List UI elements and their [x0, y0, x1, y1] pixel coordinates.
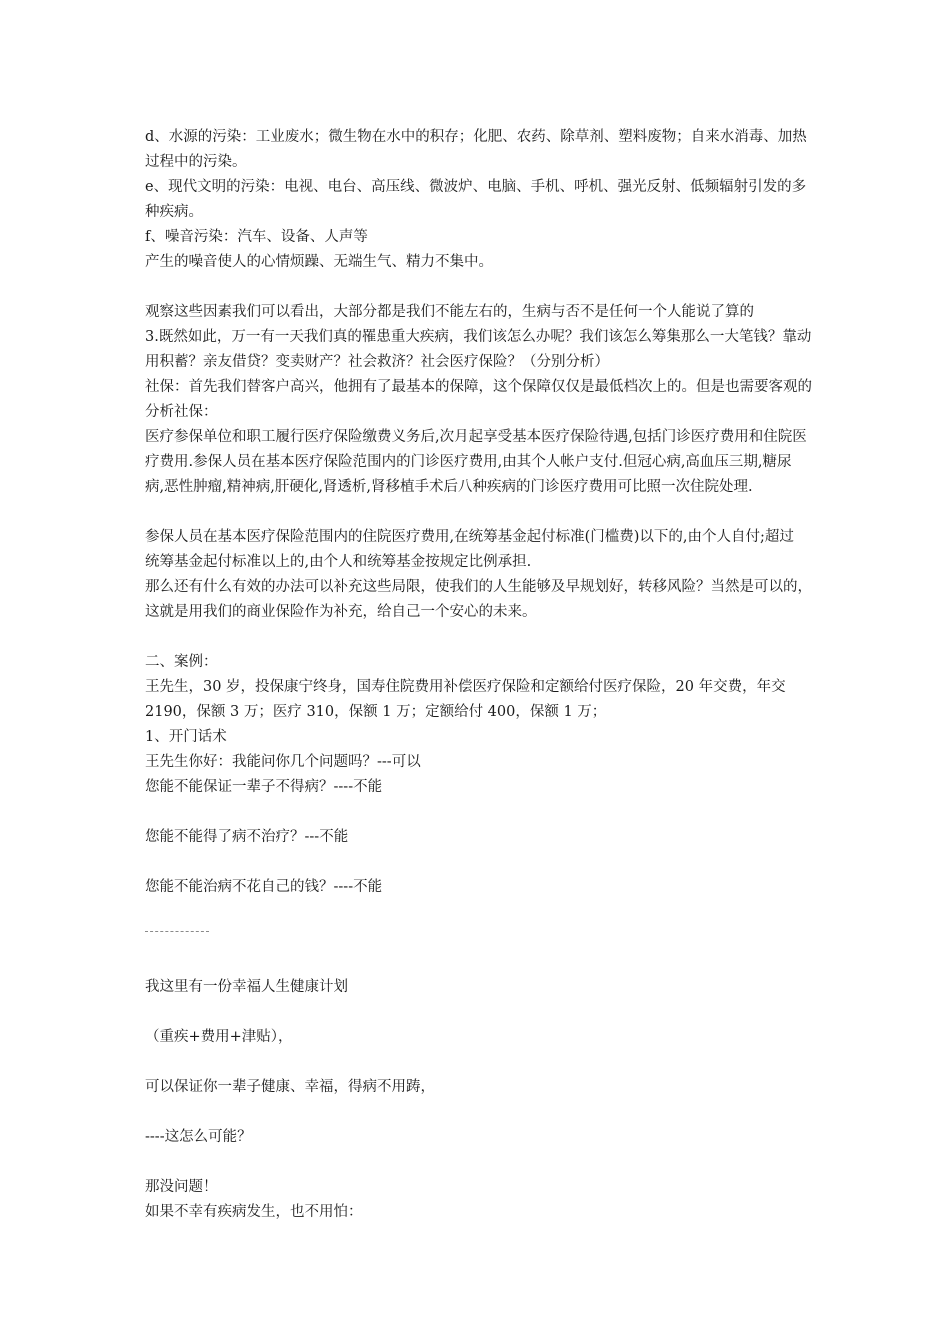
text-line: 用积蓄？亲友借贷？变卖财产？社会救济？社会医疗保险？（分别分析）: [145, 354, 609, 370]
text-line: 王先生你好：我能问你几个问题吗？---可以: [145, 754, 421, 770]
dashed-divider: [145, 931, 209, 932]
text-line: 您能不能治病不花自己的钱？----不能: [145, 879, 383, 895]
text-line: （重疾+费用+津贴），: [145, 1029, 293, 1045]
text-line: 统筹基金起付标准以上的,由个人和统筹基金按规定比例承担.: [145, 554, 532, 570]
text-line: 产生的噪音使人的心情烦躁、无端生气、精力不集中。: [145, 254, 493, 270]
text-line: 我这里有一份幸福人生健康计划: [145, 979, 348, 995]
text-line: 2190，保额 3 万；医疗 310，保额 1 万；定额给付 400，保额 1 万；: [145, 704, 607, 720]
text-line: 参保人员在基本医疗保险范围内的住院医疗费用,在统筹基金起付标准(门槛费)以下的,由个人自付;超过: [145, 529, 794, 545]
text-line: 医疗参保单位和职工履行医疗保险缴费义务后,次月起享受基本医疗保险待遇,包括门诊医疗费用和住院医: [145, 429, 807, 445]
text-line: 那么还有什么有效的办法可以补充这些局限，使我们的人生能够及早规划好，转移风险？当然是可以的，: [145, 579, 812, 595]
text-line: 种疾病。: [145, 204, 203, 220]
text-line: 这就是用我们的商业保险作为补充，给自己一个安心的未来。: [145, 604, 537, 620]
text-line: 观察这些因素我们可以看出，大部分都是我们不能左右的，生病与否不是任何一个人能说了算的: [145, 304, 754, 320]
text-line: 疗费用.参保人员在基本医疗保险范围内的门诊医疗费用,由其个人帐户支付.但冠心病,高血压三期,糖尿: [145, 454, 792, 470]
text-line: 3.既然如此，万一有一天我们真的罹患重大疾病，我们该怎么办呢？我们该怎么筹集那么一大笔钱？靠动: [145, 329, 812, 345]
text-line: 那没问题！: [145, 1179, 218, 1195]
text-line: 可以保证你一辈子健康、幸福，得病不用踌，: [145, 1079, 435, 1095]
text-line: 病,恶性肿瘤,精神病,肝硬化,肾透析,肾移植手术后八种疾病的门诊医疗费用可比照一次住院处理.: [145, 479, 753, 495]
text-line: f、噪音污染：汽车、设备、人声等: [145, 229, 368, 245]
text-line: 您能不能保证一辈子不得病？----不能: [145, 779, 383, 795]
text-line: d、水源的污染：工业废水；微生物在水中的积存；化肥、农药、除草剂、塑料废物；自来水消毒、加热: [145, 129, 807, 145]
text-line: 分析社保：: [145, 404, 218, 420]
text-line: 您能不能得了病不治疗？---不能: [145, 829, 349, 845]
text-line: 社保：首先我们替客户高兴，他拥有了最基本的保障，这个保障仅仅是最低档次上的。但是也需要客观的: [145, 379, 812, 395]
subsection-heading: 1、开门话术: [145, 729, 227, 745]
text-line: 过程中的污染。: [145, 154, 247, 170]
text-line: 如果不幸有疾病发生，也不用怕：: [145, 1204, 363, 1220]
text-line: ----这怎么可能？: [145, 1129, 252, 1145]
section-heading: 二、案例：: [145, 654, 218, 670]
text-line: e、现代文明的污染：电视、电台、高压线、微波炉、电脑、手机、呼机、强光反射、低频辐射引发的多: [145, 179, 807, 195]
text-line: 王先生，30 岁，投保康宁终身，国寿住院费用补偿医疗保险和定额给付医疗保险，20 年交费，年交: [145, 679, 786, 695]
